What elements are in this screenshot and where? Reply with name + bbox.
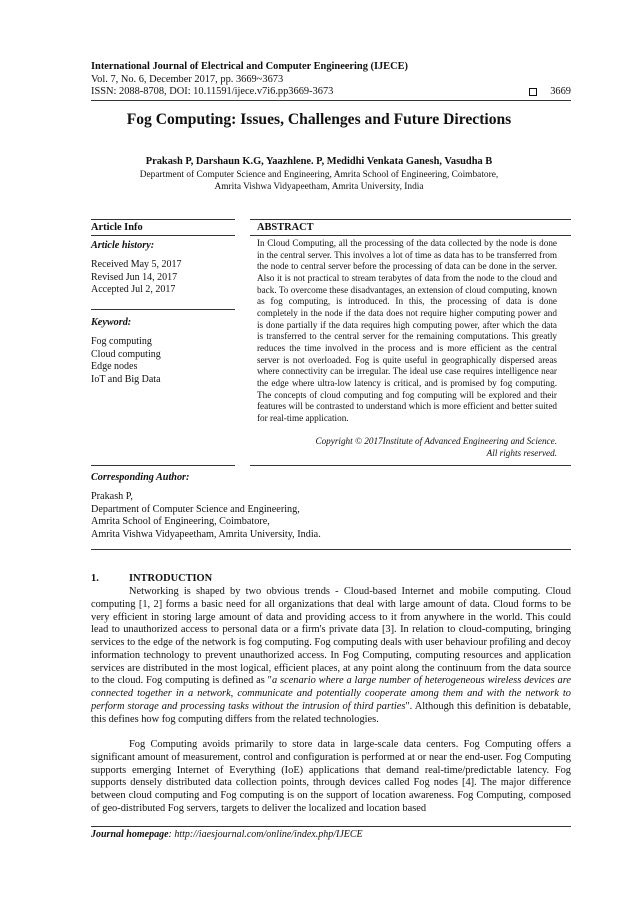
keyword-item: Fog computing — [91, 336, 152, 347]
volume-info: Vol. 7, No. 6, December 2017, pp. 3669~3673 — [91, 73, 284, 85]
received-date: Received May 5, 2017 — [91, 259, 182, 270]
abstract-top-rule — [250, 219, 571, 220]
intro-paragraph-1 — [91, 586, 571, 726]
section-number: 1. — [91, 573, 99, 584]
intro-p1-text: Networking is shaped by two obvious trends - Cloud-based Internet and mobile computing. Cloud computing [1, 2] forms a basic need for all organizations that deal with large amount of data. Cloud forms to be very efficient in storing large amount of data and providing access to it from anywhere in the world. This could lead to unauthorized access to personal data or a firm's private data [3]. In relation to cloud-computing, bringing services to the edge of the network is fog computing. Fog computing deals with user behaviour profiling and decoy information technology to prevent unauthorized access. In Fog Computing, computing resources and application services are distributed in the most logical, efficient places, at any point along the continuum from the data source to the cloud. Fog computing is defined as " — [91, 586, 571, 687]
article-info-bottom-rule — [91, 465, 235, 466]
section-title: INTRODUCTION — [129, 573, 213, 584]
intro-p1-text-end: ". Although this definition is debatable, this defines how fog computing differs from the related technologies. — [91, 700, 571, 725]
copyright-line-2: All rights reserved. — [486, 447, 557, 458]
journal-header — [91, 61, 571, 99]
keyword-item: Cloud computing — [91, 348, 161, 360]
header-divider — [91, 100, 571, 101]
abstract-heading-rule — [250, 235, 571, 236]
author-name: Prakash P, — [91, 491, 133, 502]
intro-p2-text: Fog Computing avoids primarily to store data in large-scale data centers. Fog Computing offers a significant amount of measurement, control and configuration is performed at or near the end-user. Fog Computing supports emerging Internet of Everything (IoE) applications that demand real-time/predictable latency. Fog supports densely distributed data collection points, through devices called Fog nodes [4]. The major difference between cloud computing and Fog computing is on the support of location awareness. Fog Computing, composed of geo-distributed Fog servers, targets to deliver the localized and location based — [91, 739, 571, 814]
keyword-item: Edge nodes — [91, 361, 138, 373]
corresponding-author-heading: Corresponding Author: — [91, 472, 190, 483]
affiliation — [60, 169, 578, 193]
intro-paragraph-2 — [91, 739, 571, 816]
issn-doi: ISSN: 2088-8708, DOI: 10.11591/ijece.v7i6.pp3669-3673 — [91, 86, 334, 98]
copyright — [257, 436, 557, 459]
article-history — [91, 259, 182, 297]
page-number: 3669 — [550, 86, 571, 98]
keyword-top-rule — [91, 309, 235, 310]
keyword-list — [91, 336, 161, 386]
article-info-heading: Article Info — [91, 222, 143, 233]
journal-name: International Journal of Electrical and Computer Engineering (IJECE) — [91, 61, 409, 72]
article-history-heading: Article history: — [91, 240, 155, 251]
homepage-url[interactable]: : http://iaesjournal.com/online/index.php/IJECE — [168, 829, 363, 840]
section-heading — [91, 573, 212, 584]
author-bottom-rule — [91, 549, 571, 550]
author-university: Amrita Vishwa Vidyapeetham, Amrita University, India. — [91, 528, 321, 540]
author-school: Amrita School of Engineering, Coimbatore, — [91, 516, 270, 528]
abstract-body: In Cloud Computing, all the processing of the data collected by the node is done in the central server. This involves a lot of time as data has to be transferred from the node to central server before the processing of data can be done in the server. Also it is not practical to stream terabytes of data from the node to the cloud and back. To overcome these disadvantages, an extension of cloud computing, known as fog computing, is introduced. In this, the processing of data is done completely in the node if the data does not require higher computing power and is done partially if the data requires high computing power, after which the data is transferred to the central server for the remaining computations. This greatly reduces the time involved in the process and is more efficient as the central server is not overloaded. Fog is quite useful in geographically dispersed areas where connectivity can be irregular. The ideal use case requires intelligence near the edge where ultra-low latency is critical, and is promised by fog computing. The concepts of cloud computing and fog computing will be explored and their features will be contrasted to understand which is more efficient and better suited for real-time application. — [257, 238, 557, 423]
article-info-top-rule — [91, 219, 235, 220]
keyword-heading: Keyword: — [91, 317, 132, 328]
footer-divider — [91, 826, 571, 827]
affiliation-line-2: Amrita Vishwa Vidyapeetham, Amrita University, India — [214, 182, 424, 192]
accepted-date: Accepted Jul 2, 2017 — [91, 284, 176, 296]
authors: Prakash P, Darshaun K.G, Yaazhlene. P, Medidhi Venkata Ganesh, Vasudha B — [145, 156, 493, 167]
corresponding-author — [91, 491, 571, 541]
abstract-heading: ABSTRACT — [257, 222, 314, 233]
copyright-line-1: Copyright © 2017Institute of Advanced Engineering and Science. — [315, 436, 557, 446]
author-dept: Department of Computer Science and Engineering, — [91, 503, 300, 515]
abstract-bottom-rule — [250, 465, 571, 466]
revised-date: Revised Jun 14, 2017 — [91, 271, 178, 283]
issn-row — [91, 86, 571, 99]
affiliation-line-1: Department of Computer Science and Engineering, Amrita School of Engineering, Coimbatore, — [139, 170, 499, 180]
article-info-heading-rule — [91, 235, 235, 236]
paper-title: Fog Computing: Issues, Challenges and Future Directions — [126, 111, 512, 128]
fog-definition-quote: a scenario where a large number of heterogeneous wireless devices are connected together in a network, communicate and potentially cooperate among them and with the network to perform storage and processing tasks without the intrusion of third parties — [91, 675, 572, 712]
checkbox-square-icon — [529, 88, 537, 96]
journal-homepage — [91, 829, 363, 840]
keyword-item: IoT and Big Data — [91, 373, 161, 385]
homepage-label: Journal homepage — [91, 829, 169, 840]
